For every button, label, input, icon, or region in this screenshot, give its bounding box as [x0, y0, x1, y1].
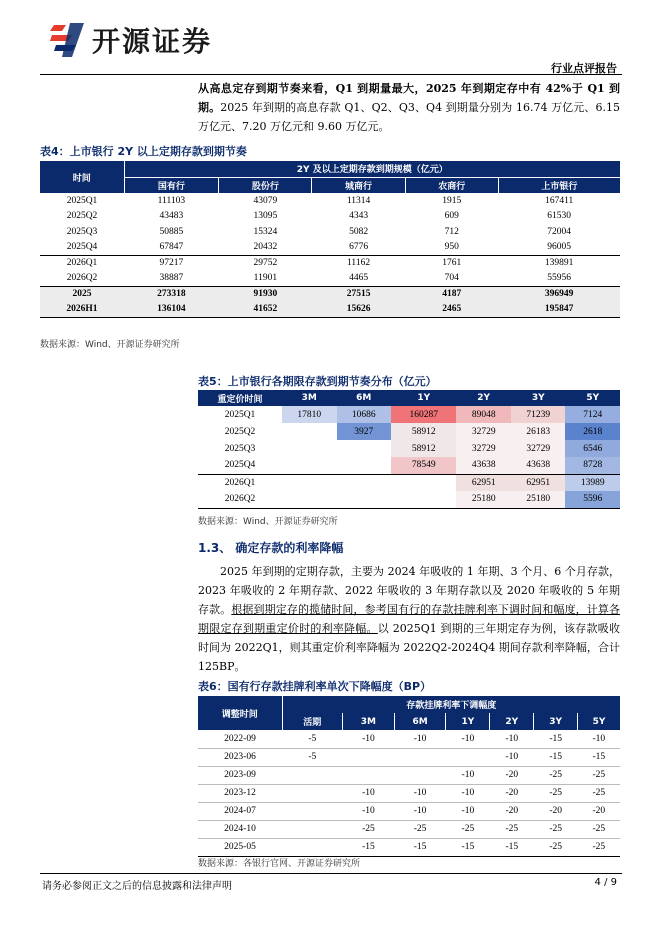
table-cell: 62951 — [511, 474, 566, 491]
table-row — [198, 440, 620, 457]
page-number: 4 / 9 — [594, 877, 617, 888]
row-label: 2025-05 — [198, 838, 282, 856]
table-cell: 5596 — [565, 491, 620, 508]
table-cell: -15 — [343, 838, 395, 856]
table-cell: 58912 — [391, 440, 456, 457]
table-cell: 160287 — [391, 406, 456, 423]
table-cell: 167411 — [545, 195, 574, 206]
row-label: 2025 — [40, 286, 124, 302]
table-cell: 97217 — [124, 255, 219, 271]
table-cell: 6776 — [349, 242, 369, 252]
table-cell: -25 — [534, 820, 578, 838]
table-row — [40, 271, 620, 287]
paragraph-maturity-rhythm — [198, 79, 620, 136]
table-cell: 62951 — [456, 474, 511, 491]
table4-col-header: 股份行 — [219, 177, 312, 193]
row-label: 2025Q2 — [66, 211, 98, 222]
table-cell: -15 — [578, 748, 620, 766]
table-cell: 11901 — [253, 273, 278, 283]
table-cell: -25 — [534, 766, 578, 784]
row-label: 2024-07 — [198, 802, 282, 820]
table-cell: -25 — [490, 820, 534, 838]
table-cell: -20 — [490, 784, 534, 802]
table-cell: 91930 — [219, 286, 312, 302]
table-cell: -25 — [578, 820, 620, 838]
table6-col-header: 3Y — [534, 713, 578, 730]
table5-col-header: 3M — [282, 390, 337, 406]
table6-time-header: 调整时间 — [198, 696, 282, 730]
table-cell: -10 — [490, 730, 534, 748]
row-label: 2023-09 — [198, 766, 282, 784]
table5-col-header: 1Y — [391, 390, 456, 406]
table5-col-header: 5Y — [565, 390, 620, 406]
table-cell: -10 — [446, 784, 490, 802]
table-cell: -25 — [343, 820, 395, 838]
table-cell: 111103 — [157, 195, 186, 206]
table-cell: 26183 — [511, 423, 566, 440]
table-cell — [446, 748, 490, 766]
table-cell: -25 — [534, 784, 578, 802]
table-cell: 89048 — [456, 406, 511, 423]
table-cell: 20432 — [253, 242, 278, 252]
table-cell: 3927 — [337, 423, 392, 440]
table-cell: 195847 — [498, 302, 620, 318]
table-cell: 15626 — [312, 302, 405, 318]
table-row — [198, 748, 620, 766]
table6-col-header: 6M — [394, 713, 446, 730]
table-row — [198, 802, 620, 820]
table-cell: -5 — [282, 748, 343, 766]
table-row — [198, 784, 620, 802]
table5-col-header: 6M — [337, 390, 392, 406]
paragraph-text-a: 2025 年到期的定期存款，主要为 2024 年吸收的 1 年期、3 个月、6 个月存款，2023 年吸收的 2 年期存款、2022 年吸收的 3 年期存款以及 2020 年吸收的 5 年期存款。 — [198, 565, 620, 616]
table-row — [198, 730, 620, 748]
table-row — [198, 491, 620, 508]
table-cell: -10 — [394, 730, 446, 748]
table-cell: -25 — [578, 784, 620, 802]
paragraph-bold-lead: 从高息定存到期节奏来看，Q1 到期量最大，2025 年到期定存中有 42%于 Q1 到期。 — [198, 82, 620, 114]
table-row — [40, 209, 620, 225]
table-cell — [282, 802, 343, 820]
table-cell: -5 — [282, 730, 343, 748]
table-row — [40, 240, 620, 256]
row-label: 2026Q2 — [66, 273, 98, 283]
table5-col-header: 重定价时间 — [198, 390, 282, 406]
table4-col-header: 城商行 — [312, 177, 405, 193]
table-cell — [391, 491, 456, 508]
row-label: 2025Q4 — [224, 460, 256, 471]
table-cell: 704 — [444, 273, 459, 283]
paragraph-text-c: 以 2025Q1 到期的三年期定存为例，该存款吸收时间为 2022Q1，则其重定价利率降幅为 2022Q2-2024Q4 期间存款利率降幅，合计 125BP。 — [198, 622, 620, 673]
table4-col-header: 上市银行 — [498, 177, 620, 193]
table-cell — [282, 491, 337, 508]
table-cell: 61530 — [547, 211, 572, 222]
table-cell: -10 — [343, 730, 395, 748]
table-cell: 396949 — [498, 286, 620, 302]
table-cell: 43483 — [159, 211, 184, 222]
row-label: 2025Q4 — [66, 242, 98, 252]
table-cell: 6546 — [565, 440, 620, 457]
table-cell: 41652 — [219, 302, 312, 318]
table-cell: 96005 — [547, 242, 572, 252]
table-cell: 32729 — [511, 440, 566, 457]
table-cell: 5082 — [349, 226, 369, 237]
table-cell: 32729 — [456, 440, 511, 457]
table6-source: 数据来源：各银行官网、开源证券研究所 — [198, 859, 361, 869]
row-label: 2026H1 — [40, 302, 124, 318]
table-cell: -10 — [446, 802, 490, 820]
paragraph-body: 2025 年到期的高息存款 Q1、Q2、Q3、Q4 到期量分别为 16.74 万亿元、6.15 万亿元、7.20 万亿元和 9.60 万亿元。 — [198, 101, 621, 133]
table-cell: 43079 — [253, 195, 278, 206]
table-cell: 8728 — [565, 457, 620, 474]
table-row — [198, 820, 620, 838]
footer-divider — [40, 873, 622, 874]
table-cell: -15 — [534, 730, 578, 748]
table-cell — [282, 440, 337, 457]
table-cell — [337, 457, 392, 474]
table-cell: 609 — [444, 211, 459, 222]
table-cell — [343, 748, 395, 766]
table-cell: -25 — [578, 838, 620, 856]
table-cell: 25180 — [456, 491, 511, 508]
table-cell — [282, 766, 343, 784]
table-cell: 10686 — [337, 406, 392, 423]
table-cell — [394, 748, 446, 766]
footer-disclaimer: 请务必参阅正文之后的信息披露和法律声明 — [42, 881, 232, 892]
table-cell: -10 — [446, 730, 490, 748]
table-cell: 67847 — [159, 242, 184, 252]
table-cell: -10 — [490, 748, 534, 766]
row-label: 2022-09 — [198, 730, 282, 748]
table-cell — [391, 474, 456, 491]
table5-caption: 表5：上市银行各期限存款到期节奏分布（亿元） — [198, 375, 437, 388]
row-label: 2026Q1 — [40, 255, 124, 271]
row-label: 2025Q1 — [224, 409, 256, 420]
table-cell: -10 — [394, 802, 446, 820]
table-cell: -10 — [343, 802, 395, 820]
table-row — [40, 255, 620, 271]
table-row — [40, 302, 620, 318]
table-cell: -25 — [446, 820, 490, 838]
table-cell — [394, 766, 446, 784]
table4-col-header: 农商行 — [405, 177, 498, 193]
table6-col-header: 3M — [343, 713, 395, 730]
table-cell — [282, 820, 343, 838]
table5-col-header: 2Y — [456, 390, 511, 406]
paragraph-rate-cut — [198, 562, 620, 676]
table-cell: 50885 — [159, 226, 184, 237]
table-cell: -10 — [343, 784, 395, 802]
table-cell: -25 — [534, 838, 578, 856]
table-row — [198, 766, 620, 784]
row-label: 2023-06 — [198, 748, 282, 766]
table4-source: 数据来源：Wind、开源证券研究所 — [40, 340, 180, 350]
table4-col-header: 国有行 — [124, 177, 219, 193]
table-cell: 13095 — [253, 211, 278, 222]
table5-col-header: 3Y — [511, 390, 566, 406]
logo-mark-icon — [50, 21, 86, 59]
table-cell: 11314 — [346, 195, 371, 206]
table-cell: 32729 — [456, 423, 511, 440]
table-cell: 71239 — [511, 406, 566, 423]
table6-col-header: 2Y — [490, 713, 534, 730]
document-type: 行业点评报告 — [551, 62, 617, 75]
row-label: 2025Q3 — [224, 443, 256, 454]
table-cell — [337, 440, 392, 457]
table6-group-header: 存款挂牌利率下调幅度 — [282, 696, 620, 713]
table-cell: -15 — [446, 838, 490, 856]
table-cell: 136104 — [124, 302, 219, 318]
section-title: 1.3、 确定存款的利率降幅 — [198, 541, 344, 555]
table-cell: 13989 — [565, 474, 620, 491]
row-label: 2025Q2 — [224, 426, 256, 437]
row-label: 2025Q1 — [66, 195, 98, 206]
table-cell — [282, 457, 337, 474]
table5 — [198, 390, 620, 509]
table-cell: 25180 — [511, 491, 566, 508]
table-cell: -20 — [534, 802, 578, 820]
table-cell — [282, 838, 343, 856]
table-cell: 43638 — [456, 457, 511, 474]
table-row — [40, 224, 620, 240]
table-row — [40, 193, 620, 209]
table-row — [198, 423, 620, 440]
table-cell — [282, 474, 337, 491]
table4 — [40, 161, 620, 318]
table-cell: -20 — [490, 802, 534, 820]
table-cell: -15 — [534, 748, 578, 766]
company-logo — [50, 20, 212, 60]
table-cell — [343, 766, 395, 784]
table-cell: -10 — [394, 784, 446, 802]
table-cell: 2465 — [405, 302, 498, 318]
table-cell: 273318 — [124, 286, 219, 302]
table-cell: 4465 — [349, 273, 369, 283]
table-row — [198, 838, 620, 856]
table-cell — [282, 423, 337, 440]
header-divider — [40, 74, 622, 75]
table-cell: -20 — [490, 766, 534, 784]
table-cell: -10 — [446, 766, 490, 784]
table4-time-header: 时间 — [40, 161, 124, 193]
row-label: 2026Q2 — [198, 491, 282, 508]
table-cell: 29752 — [219, 255, 312, 271]
table-cell: 4343 — [349, 211, 369, 222]
table-cell — [337, 474, 392, 491]
table-cell: 17810 — [282, 406, 337, 423]
table-row — [40, 286, 620, 302]
table-row — [198, 457, 620, 474]
table-cell: 139891 — [498, 255, 620, 271]
table-cell: 72004 — [547, 226, 572, 237]
table6-col-header: 5Y — [578, 713, 620, 730]
row-label: 2024-10 — [198, 820, 282, 838]
table-row — [198, 474, 620, 491]
table-cell: -20 — [578, 802, 620, 820]
table6 — [198, 696, 620, 857]
table6-col-header: 1Y — [446, 713, 490, 730]
table-cell: -15 — [490, 838, 534, 856]
table6-col-header: 活期 — [282, 713, 343, 730]
table-cell: 58912 — [391, 423, 456, 440]
paragraph-text-b: 根据到期定存的揽储时间，参考国有行的存款挂牌利率下调时间和幅度，计算各期限定存到期重定价时的利率降幅。 — [198, 603, 621, 635]
table-cell: 950 — [444, 242, 459, 252]
table-cell: 4187 — [405, 286, 498, 302]
table-cell: 11162 — [312, 255, 405, 271]
table-cell: -25 — [394, 820, 446, 838]
row-label: 2025Q3 — [66, 226, 98, 237]
table-cell: -25 — [578, 766, 620, 784]
table-cell: 27515 — [312, 286, 405, 302]
table-cell: 43638 — [511, 457, 566, 474]
table4-caption: 表4：上市银行 2Y 以上定期存款到期节奏 — [40, 145, 247, 158]
table-cell: 15324 — [253, 226, 278, 237]
table-cell: 2618 — [565, 423, 620, 440]
table-cell: 78549 — [391, 457, 456, 474]
table-cell: 7124 — [565, 406, 620, 423]
table-cell: 1915 — [442, 195, 462, 206]
table-cell: 55956 — [547, 273, 572, 283]
table-cell: 38887 — [159, 273, 184, 283]
table-row — [198, 406, 620, 423]
table-cell: 1761 — [405, 255, 498, 271]
table-cell: 712 — [444, 226, 459, 237]
table6-caption: 表6：国有行存款挂牌利率单次下降幅度（BP） — [198, 680, 432, 693]
brand-name: 开源证券 — [92, 25, 213, 58]
row-label: 2023-12 — [198, 784, 282, 802]
table-cell — [282, 784, 343, 802]
table-cell — [337, 491, 392, 508]
table-cell: -10 — [578, 730, 620, 748]
table5-source: 数据来源：Wind、开源证券研究所 — [198, 517, 338, 527]
row-label: 2026Q1 — [198, 474, 282, 491]
table4-group-header: 2Y 及以上定期存款到期规模（亿元） — [124, 161, 620, 177]
table-cell: -15 — [394, 838, 446, 856]
